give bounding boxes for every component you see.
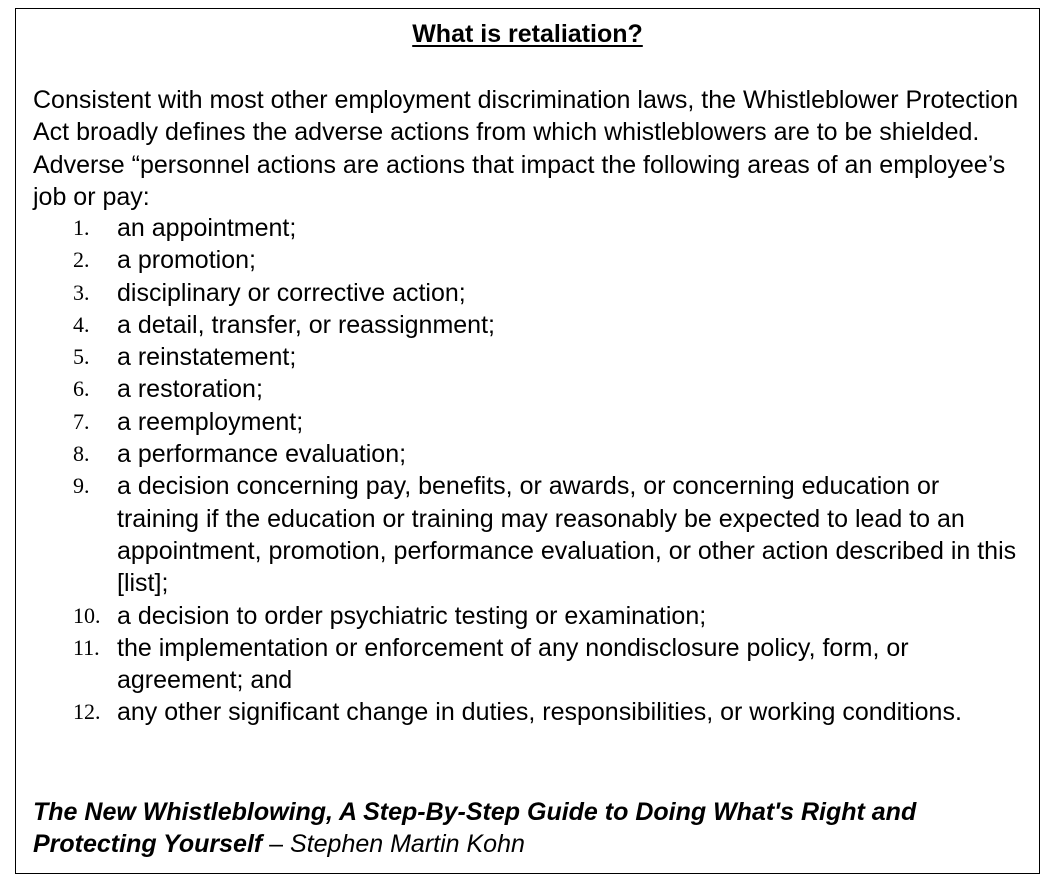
- intro-paragraph: Consistent with most other employment discrimination laws, the Whistleblower Protection Act broadly defines the adverse actions from which whistleblowers are to be shielded. Adverse “personnel actions are actions that impact the following areas of an employee’s job or pay:: [33, 86, 1019, 211]
- list-item-number: 12.: [73, 699, 101, 725]
- list-item: [33, 406, 1033, 438]
- list-item: [33, 438, 1033, 470]
- list-item-text: a decision to order psychiatric testing or examination;: [117, 601, 707, 630]
- adverse-actions-list: [33, 212, 1033, 729]
- list-item: [33, 212, 1033, 244]
- list-item-number: 11.: [73, 634, 100, 660]
- list-item-text: a performance evaluation;: [117, 440, 407, 469]
- list-item: [33, 341, 1033, 373]
- list-item: [33, 309, 1033, 341]
- list-item-number: 9.: [73, 473, 90, 499]
- list-item-number: 5.: [73, 344, 90, 370]
- list-item-number: 3.: [73, 279, 90, 305]
- list-item-number: 1.: [73, 215, 90, 240]
- list-item: [33, 373, 1033, 405]
- list-item-text: a reinstatement;: [117, 343, 297, 372]
- list-item-text: a restoration;: [117, 375, 263, 404]
- page-title: What is retaliation?: [412, 20, 643, 48]
- list-item-text: disciplinary or corrective action;: [117, 278, 466, 307]
- list-item-number: 8.: [73, 441, 90, 467]
- document-box: [15, 8, 1040, 874]
- list-item-number: 10.: [73, 602, 101, 628]
- citation-separator: –: [262, 830, 291, 859]
- list-item-text: an appointment;: [117, 214, 297, 242]
- list-item-text: a decision concerning pay, benefits, or awards, or concerning education or training if the education or training may reasonably be expected to lead to an appointment, promotion, performance evaluation, or other action described in this [list];: [117, 472, 1017, 598]
- list-item-text: any other significant change in duties, responsibilities, or working conditions.: [117, 698, 962, 727]
- list-item-number: 2.: [73, 247, 90, 273]
- list-item-number: 6.: [73, 376, 90, 402]
- list-item-text: the implementation or enforcement of any nondisclosure policy, form, or agreement; and: [117, 633, 909, 695]
- list-item-text: a promotion;: [117, 246, 256, 275]
- list-item-text: a reemployment;: [117, 407, 304, 436]
- list-item: [33, 696, 1033, 728]
- list-item: [33, 632, 1033, 697]
- list-item: [33, 244, 1033, 276]
- citation-book-title: The New Whistleblowing, A Step-By-Step Guide to Doing What's Right and Protecting Yourself: [33, 798, 917, 859]
- list-item-number: 4.: [73, 311, 90, 337]
- list-item-number: 7.: [73, 408, 90, 434]
- list-item-text: a detail, transfer, or reassignment;: [117, 310, 495, 339]
- list-item: [33, 277, 1033, 309]
- citation: [33, 796, 1033, 861]
- citation-author: Stephen Martin Kohn: [290, 830, 525, 859]
- list-item: [33, 600, 1033, 632]
- list-item: [33, 470, 1033, 599]
